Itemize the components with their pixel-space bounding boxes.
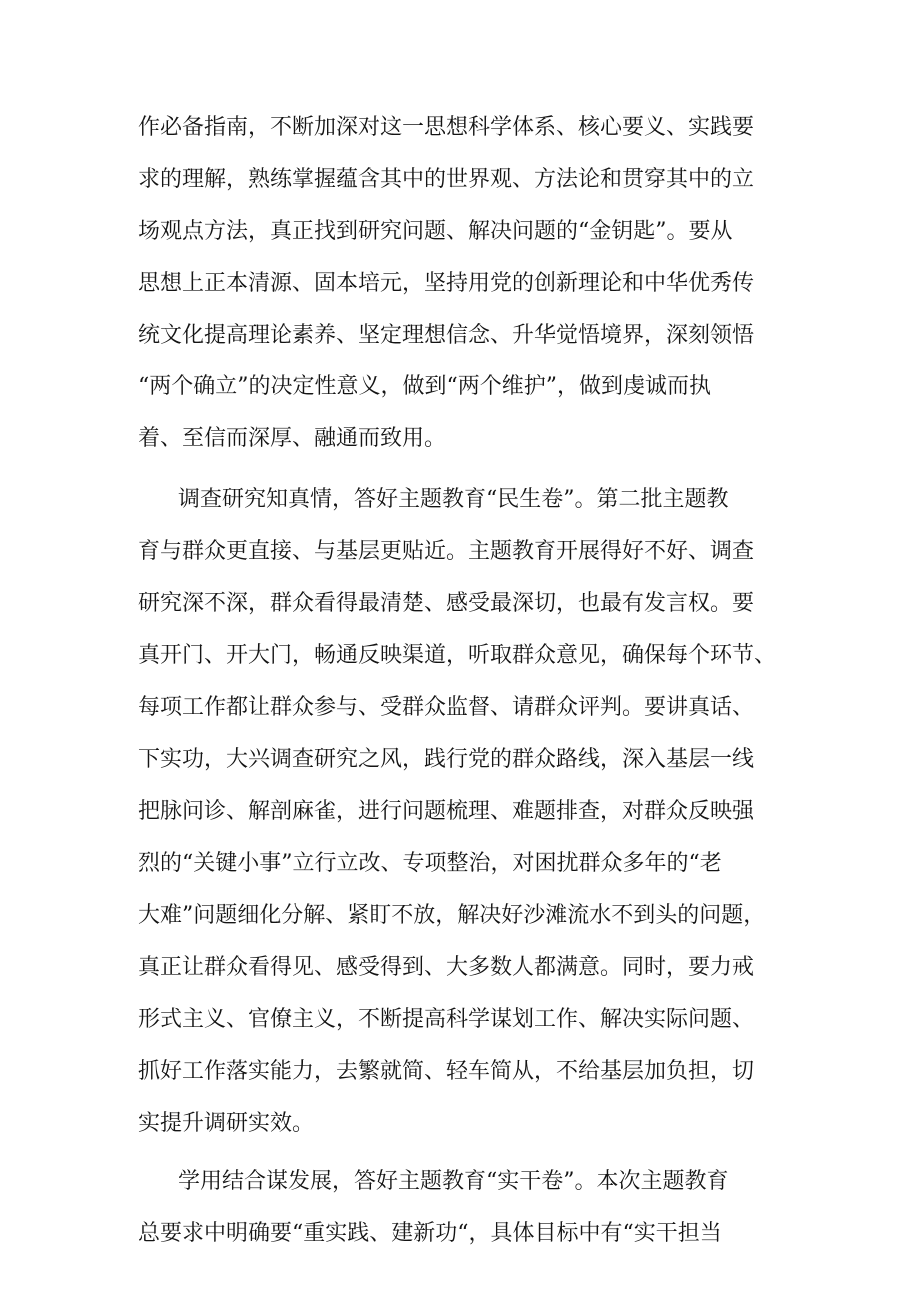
text-line: 思想上正本清源、固本培元，坚持用党的创新理论和中华优秀传	[138, 271, 755, 296]
text-line: 调查研究知真情，答好主题教育“民生卷”。第二批主题教	[178, 487, 729, 512]
text-line: 育与群众更直接、与基层更贴近。主题教育开展得好不好、调查	[138, 539, 755, 564]
text-line: 求的理解，熟练掌握蕴含其中的世界观、方法论和贯穿其中的立	[138, 167, 755, 192]
text-line: 研究深不深，群众看得最清楚、感受最深切，也最有发言权。要	[138, 591, 755, 616]
text-line: 下实功，大兴调查研究之风，践行党的群众路线，深入基层一线	[138, 747, 755, 772]
text-line: 烈的“关键小事”立行立改、专项整治，对困扰群众多年的“老	[138, 851, 722, 876]
text-line: 着、至信而深厚、融通而致用。	[138, 426, 447, 451]
text-line: 每项工作都让群众参与、受群众监督、请群众评判。要讲真话、	[138, 695, 755, 720]
text-line: 抓好工作落实能力，去繁就简、轻车简从，不给基层加负担，切	[138, 1059, 755, 1084]
text-line: 形式主义、官僚主义，不断提高科学谋划工作、解决实际问题、	[138, 1007, 755, 1032]
text-line: 作必备指南，不断加深对这一思想科学体系、核心要义、实践要	[138, 115, 755, 140]
text-line: 统文化提高理论素养、坚定理想信念、升华觉悟境界，深刻领悟	[138, 323, 755, 348]
text-line: 把脉问诊、解剖麻雀，进行问题梳理、难题排查，对群众反映强	[138, 799, 755, 824]
text-line: “两个确立”的决定性意义，做到“两个维护”，做到虔诚而执	[138, 374, 711, 399]
text-line: 学用结合谋发展，答好主题教育“实干卷”。本次主题教育	[178, 1169, 729, 1194]
text-line: 场观点方法，真正找到研究问题、解决问题的“金钥匙”。要从	[138, 219, 733, 244]
text-line: 总要求中明确要“重实践、建新功“，具体目标中有“实干担当	[138, 1221, 722, 1246]
text-line: 大难”问题细化分解、紧盯不放，解决好沙滩流水不到头的问题，	[138, 903, 766, 928]
text-line: 真正让群众看得见、感受得到、大多数人都满意。同时，要力戒	[138, 955, 755, 980]
text-line: 真开门、开大门，畅通反映渠道，听取群众意见，确保每个环节、	[138, 643, 777, 668]
text-line: 实提升调研实效。	[138, 1111, 315, 1136]
